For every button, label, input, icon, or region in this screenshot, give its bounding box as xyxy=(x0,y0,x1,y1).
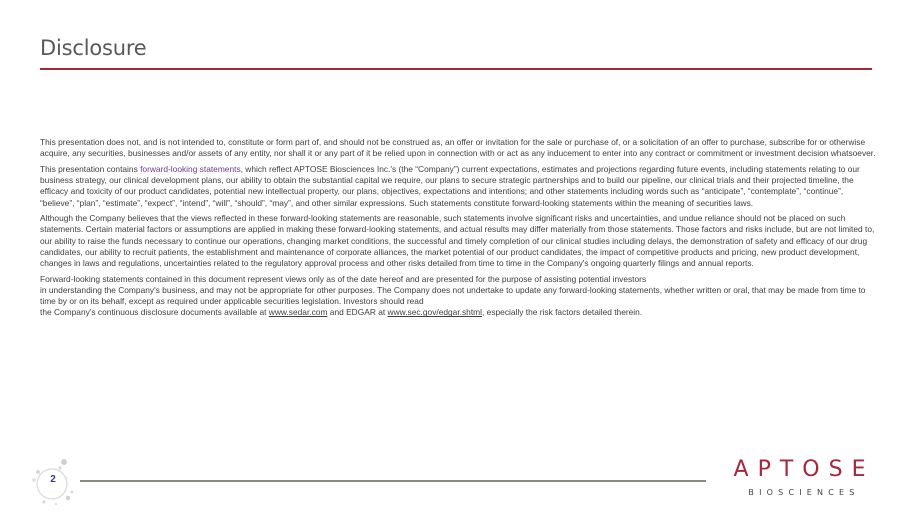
paragraph-offer: This presentation does not, and is not intended to, constitute or form part of, and should not be construed as, an offer or invitation for the sale or purchase of, or a solicitation of an offer to purchase, subscribe for or otherwise acquire, any securities, businesses and/or assets of any entity, nor shall it or any part of it be relied upon in connection with or act as any inducement to enter into any contract or commitment or investment decision whatsoever. xyxy=(40,137,876,159)
title-divider xyxy=(40,68,872,70)
disclosure-body xyxy=(40,137,876,323)
aptose-logo xyxy=(724,458,884,502)
paragraph-text: the Company's continuous disclosure documents available at xyxy=(40,307,269,318)
paragraph-views xyxy=(40,274,876,319)
logo-wordmark: APTOSE xyxy=(733,457,875,482)
paragraph-text: Forward-looking statements contained in this document represent views only as of the date hereof and are presented for the purpose of assisting potential investors xyxy=(40,273,647,284)
paragraph-text: , which reflect APTOSE Biosciences Inc.'s (the “Company”) current expectations, estimates and projections regarding future events, including statements relating to our business strategy, our clinical development plans, our ability to obtain the substantial capital we require, our plans to secure strategic partnerships and to build our pipeline, our clinical trials and their projected timeline, the efficacy and toxicity of our product candidates, potential new intellectual property, our plans, objectives, expectations and intentions; and other statements including words such as “anticipate”, “contemplate”, “continue”, “believe”, “plan”, “estimate”, “expect”, “intend”, “will”, “should”, “may”, and other similar expressions. Such statements constitute forward-looking statements within the meaning of securities laws. xyxy=(40,163,860,208)
paragraph-risks: Although the Company believes that the views reflected in these forward-looking statements are reasonable, such statements involve significant risks and uncertainties, and undue reliance should not be placed on such statements. Certain material factors or assumptions are applied in making these forward-looking statements, and actual results may differ materially from those statements. Those factors and risks include, but are not limited to, our ability to raise the funds necessary to continue our operations, changing market conditions, the successful and timely completion of our clinical studies including delays, the demonstration of safety and efficacy of our drug candidates, our ability to recruit patients, the establishment and maintenance of corporate alliances, the market potential of our product candidates, the impact of competitive products and pricing, new product development, changes in laws and regulations, uncertainties related to the regulatory approval process and other risks detailed from time to time in the Company's ongoing quarterly filings and annual reports. xyxy=(40,213,875,269)
paragraph-text: in understanding the Company's business, and may not be appropriate for other purposes. The Company does not undertake to update any forward-looking statements, whether written or oral, that may be made from time to time by or on its behalf, except as required under applicable securities legislation. Investors should read xyxy=(40,284,866,307)
paragraph-forward-looking xyxy=(40,164,876,209)
paragraph-text: and EDGAR at xyxy=(327,307,388,318)
paragraph-text: This presentation contains xyxy=(40,163,141,174)
footer-divider xyxy=(80,480,706,482)
sedar-link[interactable]: www.sedar.com xyxy=(268,307,328,318)
edgar-link[interactable]: www.sec.gov/edgar.shtml xyxy=(387,307,483,318)
page-number: 2 xyxy=(50,474,56,485)
paragraph-text: , especially the risk factors detailed therein. xyxy=(482,307,643,318)
page-title: Disclosure xyxy=(40,36,147,60)
forward-looking-highlight: forward-looking statements xyxy=(140,163,241,174)
logo-subtitle: BIOSCIENCES xyxy=(748,488,860,497)
